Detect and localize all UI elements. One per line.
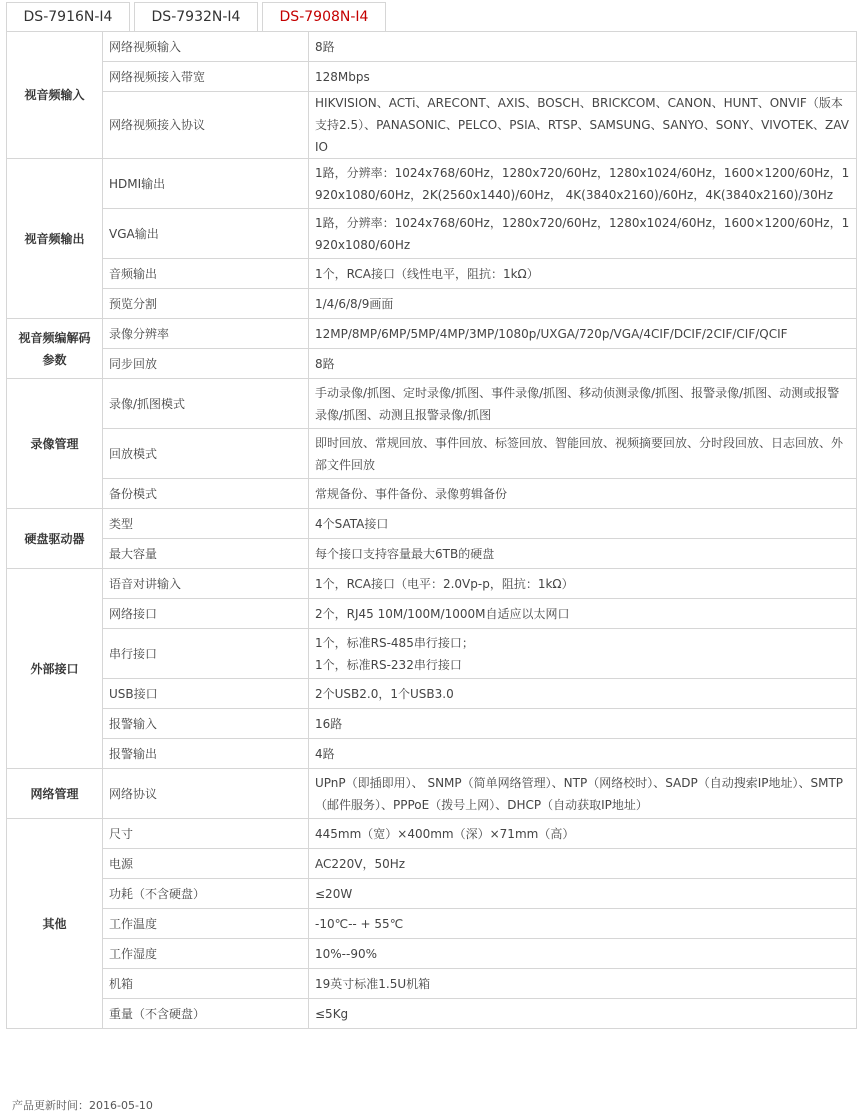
table-row <box>7 62 857 92</box>
spec-label: 电源 <box>103 849 309 879</box>
tab-ds-7932n-i4[interactable]: DS-7932N-I4 <box>134 2 258 31</box>
table-row <box>7 679 857 709</box>
spec-label: 串行接口 <box>103 629 309 679</box>
spec-label: 音频输出 <box>103 259 309 289</box>
spec-value: 1个，RCA接口（电平：2.0Vp-p，阻抗：1kΩ） <box>309 569 857 599</box>
section-name: 网络管理 <box>7 769 103 819</box>
spec-value: 4路 <box>309 739 857 769</box>
spec-value: 1/4/6/8/9画面 <box>309 289 857 319</box>
spec-value: ≤20W <box>309 879 857 909</box>
spec-label: 工作湿度 <box>103 939 309 969</box>
section-name: 其他 <box>7 819 103 1029</box>
table-row <box>7 849 857 879</box>
spec-label: 报警输入 <box>103 709 309 739</box>
spec-value: 16路 <box>309 709 857 739</box>
spec-value: 4个SATA接口 <box>309 509 857 539</box>
spec-label: 网络接口 <box>103 599 309 629</box>
table-row <box>7 349 857 379</box>
spec-value: 10%--90% <box>309 939 857 969</box>
spec-label: 功耗（不含硬盘） <box>103 879 309 909</box>
table-row <box>7 569 857 599</box>
spec-label: 类型 <box>103 509 309 539</box>
table-row <box>7 739 857 769</box>
spec-label: 录像分辨率 <box>103 319 309 349</box>
section-name: 录像管理 <box>7 379 103 509</box>
section-name: 外部接口 <box>7 569 103 769</box>
spec-value: 128Mbps <box>309 62 857 92</box>
spec-label: 同步回放 <box>103 349 309 379</box>
table-row <box>7 509 857 539</box>
section-name: 视音频输入 <box>7 32 103 159</box>
spec-value: 每个接口支持容量最大6TB的硬盘 <box>309 539 857 569</box>
table-row <box>7 32 857 62</box>
section-name: 视音频编解码参数 <box>7 319 103 379</box>
table-row <box>7 479 857 509</box>
spec-label: 工作温度 <box>103 909 309 939</box>
table-row <box>7 599 857 629</box>
spec-value: 445mm（宽）×400mm（深）×71mm（高） <box>309 819 857 849</box>
table-row <box>7 319 857 349</box>
table-row <box>7 709 857 739</box>
tab-ds-7916n-i4[interactable]: DS-7916N-I4 <box>6 2 130 31</box>
spec-label: 预览分割 <box>103 289 309 319</box>
spec-table-body <box>7 32 857 1029</box>
spec-label: HDMI输出 <box>103 159 309 209</box>
spec-value: 1路，分辨率：1024x768/60Hz，1280x720/60Hz，1280x1024/60Hz，1600×1200/60Hz，1920x1080/60Hz，2K(2560x1440)/60Hz， 4K(3840x2160)/60Hz，4K(3840x2160)/30Hz <box>309 159 857 209</box>
table-row <box>7 879 857 909</box>
table-row <box>7 909 857 939</box>
spec-value: 1个，RCA接口（线性电平，阻抗：1kΩ） <box>309 259 857 289</box>
table-row <box>7 999 857 1029</box>
table-row <box>7 429 857 479</box>
table-row <box>7 159 857 209</box>
spec-value: 2个，RJ45 10M/100M/1000M自适应以太网口 <box>309 599 857 629</box>
spec-label: 录像/抓图模式 <box>103 379 309 429</box>
spec-value: 1路，分辨率：1024x768/60Hz，1280x720/60Hz，1280x1024/60Hz，1600×1200/60Hz，1920x1080/60Hz <box>309 209 857 259</box>
spec-value: 12MP/8MP/6MP/5MP/4MP/3MP/1080p/UXGA/720p/VGA/4CIF/DCIF/2CIF/CIF/QCIF <box>309 319 857 349</box>
spec-label: 重量（不含硬盘） <box>103 999 309 1029</box>
table-row <box>7 92 857 159</box>
spec-label: 最大容量 <box>103 539 309 569</box>
spec-label: 尺寸 <box>103 819 309 849</box>
spec-label: 备份模式 <box>103 479 309 509</box>
spec-value: 1个，标准RS-485串行接口； 1个，标准RS-232串行接口 <box>309 629 857 679</box>
table-row <box>7 379 857 429</box>
spec-label: 机箱 <box>103 969 309 999</box>
spec-value: 手动录像/抓图、定时录像/抓图、事件录像/抓图、移动侦测录像/抓图、报警录像/抓图、动测或报警录像/抓图、动测且报警录像/抓图 <box>309 379 857 429</box>
spec-value: ≤5Kg <box>309 999 857 1029</box>
spec-value: HIKVISION、ACTi、ARECONT、AXIS、BOSCH、BRICKCOM、CANON、HUNT、ONVIF（版本支持2.5）、PANASONIC、PELCO、PSIA、RTSP、SAMSUNG、SANYO、SONY、VIVOTEK、ZAVIO <box>309 92 857 159</box>
spec-value: 常规备份、事件备份、录像剪辑备份 <box>309 479 857 509</box>
spec-table <box>6 31 857 1029</box>
spec-label: USB接口 <box>103 679 309 709</box>
table-row <box>7 629 857 679</box>
tab-ds-7908n-i4[interactable]: DS-7908N-I4 <box>262 2 386 31</box>
spec-label: 回放模式 <box>103 429 309 479</box>
table-row <box>7 259 857 289</box>
footer-note: 产品更新时间：2016-05-10 <box>12 1099 153 1112</box>
spec-value: UPnP（即插即用）、 SNMP（简单网络管理）、NTP（网络校时）、SADP（自动搜索IP地址）、SMTP（邮件服务）、PPPoE（拨号上网）、DHCP（自动获取IP地址） <box>309 769 857 819</box>
spec-label: VGA输出 <box>103 209 309 259</box>
spec-label: 网络视频接入带宽 <box>103 62 309 92</box>
table-row <box>7 769 857 819</box>
section-name: 硬盘驱动器 <box>7 509 103 569</box>
spec-label: 网络协议 <box>103 769 309 819</box>
spec-value: -10℃-- + 55℃ <box>309 909 857 939</box>
spec-value: 2个USB2.0，1个USB3.0 <box>309 679 857 709</box>
spec-value: AC220V，50Hz <box>309 849 857 879</box>
spec-label: 网络视频接入协议 <box>103 92 309 159</box>
spec-value: 8路 <box>309 32 857 62</box>
table-row <box>7 819 857 849</box>
table-row <box>7 289 857 319</box>
section-name: 视音频输出 <box>7 159 103 319</box>
table-row <box>7 969 857 999</box>
spec-label: 语音对讲输入 <box>103 569 309 599</box>
spec-value: 即时回放、常规回放、事件回放、标签回放、智能回放、视频摘要回放、分时段回放、日志回放、外部文件回放 <box>309 429 857 479</box>
table-row <box>7 939 857 969</box>
table-row <box>7 539 857 569</box>
table-row <box>7 209 857 259</box>
spec-value: 19英寸标准1.5U机箱 <box>309 969 857 999</box>
spec-label: 报警输出 <box>103 739 309 769</box>
spec-value: 8路 <box>309 349 857 379</box>
spec-label: 网络视频输入 <box>103 32 309 62</box>
